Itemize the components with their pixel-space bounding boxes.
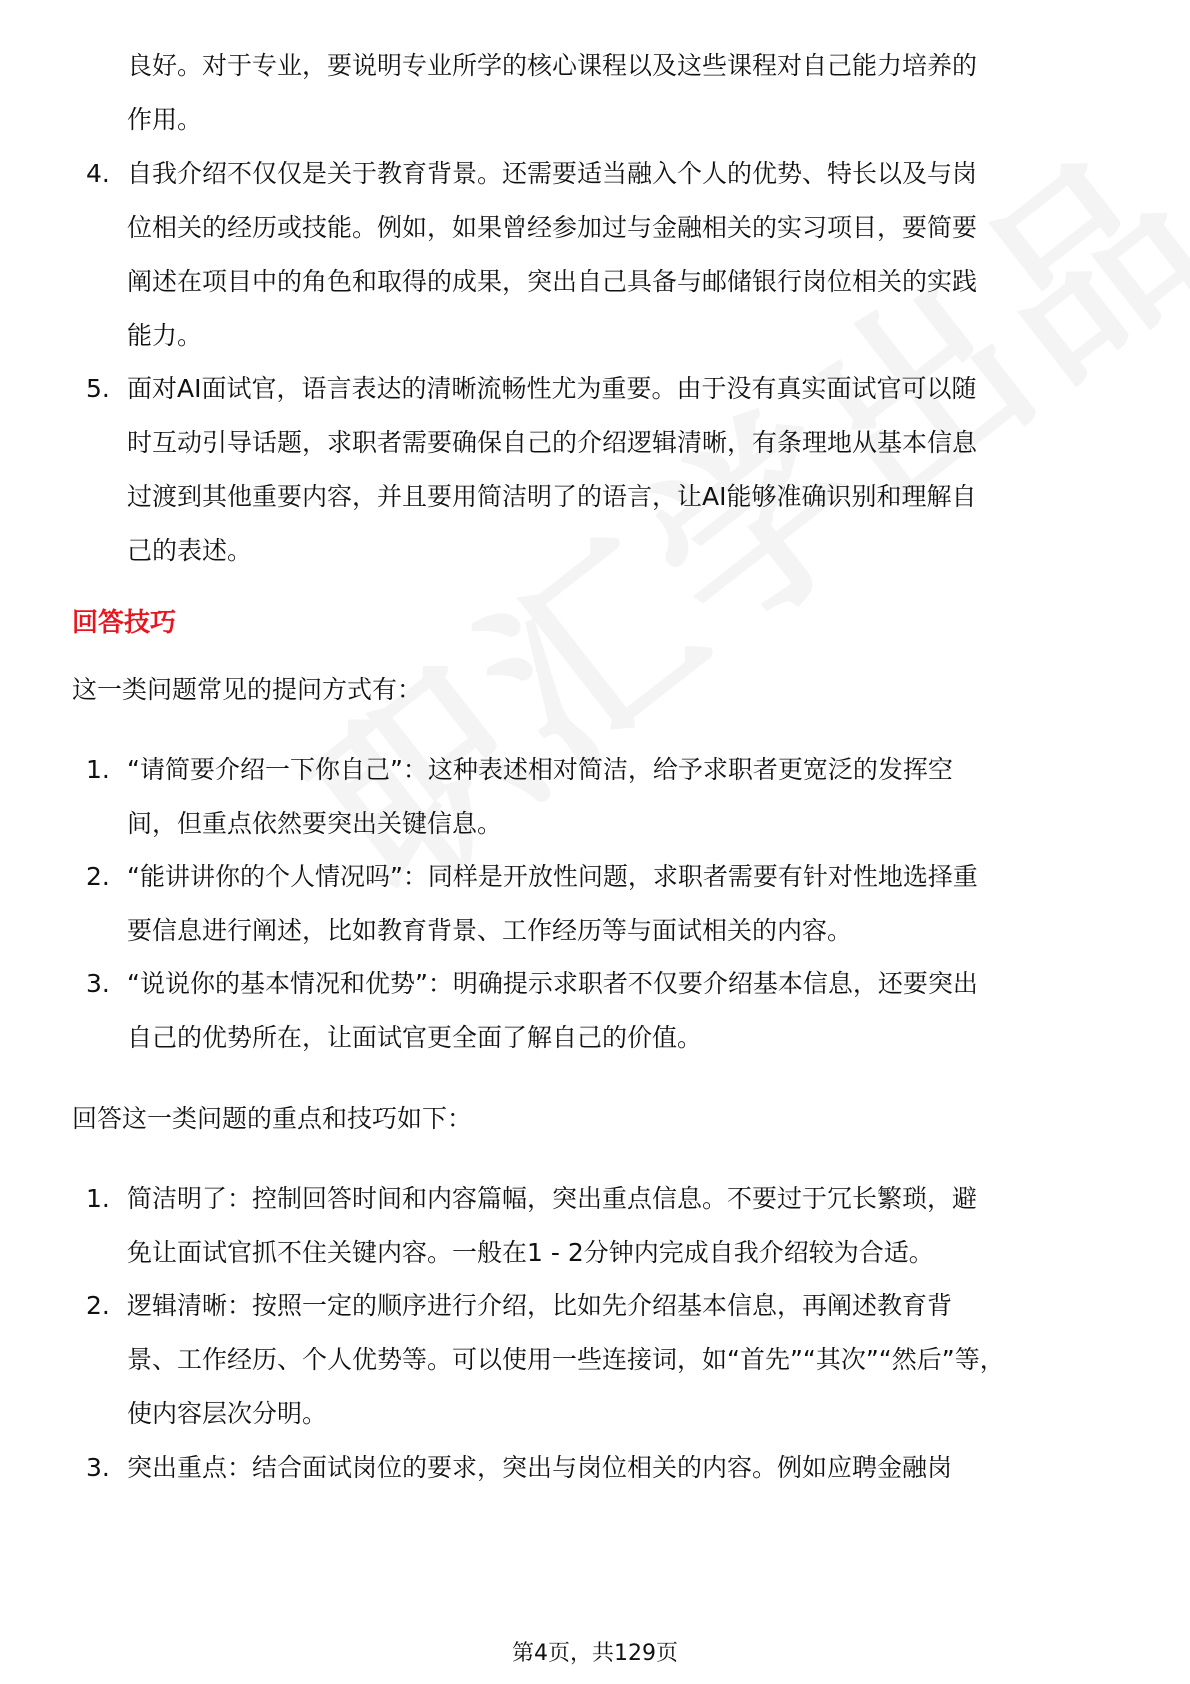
list-line: 突出重点：结合面试岗位的要求，突出与岗位相关的内容。例如应聘金融岗 (127, 1453, 953, 1482)
list-number: 2. (86, 1291, 110, 1320)
list-number: 4. (86, 159, 110, 188)
list-line: 面对AI面试官，语言表达的清晰流畅性尤为重要。由于没有真实面试官可以随 (127, 374, 977, 403)
page-footer: 第4页，共129页 (512, 1641, 678, 1666)
paragraph: 这一类问题常见的提问方式有： (72, 675, 423, 704)
list-line: 使内容层次分明。 (127, 1399, 328, 1428)
list-line: 间，但重点依然要突出关键信息。 (127, 809, 503, 838)
list-line: 能力。 (127, 321, 203, 350)
paragraph: 回答这一类问题的重点和技巧如下： (72, 1104, 473, 1133)
section-heading: 回答技巧 (72, 608, 177, 638)
list-line: 免让面试官抓不住关键内容。一般在1 - 2分钟内完成自我介绍较为合适。 (127, 1238, 934, 1267)
intro-line: 良好。对于专业，要说明专业所学的核心课程以及这些课程对自己能力培养的 (127, 51, 978, 80)
list-number: 5. (86, 374, 110, 403)
list-line: “说说你的基本情况和优势”：明确提示求职者不仅要介绍基本信息，还要突出 (127, 969, 978, 998)
list-number: 1. (86, 755, 110, 784)
list-line: 要信息进行阐述，比如教育背景、工作经历等与面试相关的内容。 (127, 916, 853, 945)
list-line: 时互动引导话题，求职者需要确保自己的介绍逻辑清晰，有条理地从基本信息 (127, 428, 978, 457)
list-line: 过渡到其他重要内容，并且要用简洁明了的语言，让AI能够准确识别和理解自 (127, 482, 977, 511)
list-line: “请简要介绍一下你自己”：这种表述相对简洁，给予求职者更宽泛的发挥空 (127, 755, 953, 784)
list-number: 3. (86, 1453, 110, 1482)
list-line: 简洁明了：控制回答时间和内容篇幅，突出重点信息。不要过于冗长繁琐，避 (127, 1184, 978, 1213)
list-number: 1. (86, 1184, 110, 1213)
list-line: 己的表述。 (127, 536, 253, 565)
list-line: 逻辑清晰：按照一定的顺序进行介绍，比如先介绍基本信息，再阐述教育背 (127, 1291, 953, 1320)
list-line: 位相关的经历或技能。例如，如果曾经参加过与金融相关的实习项目，要简要 (127, 213, 978, 242)
list-number: 2. (86, 862, 110, 891)
list-line: 阐述在项目中的角色和取得的成果，突出自己具备与邮储银行岗位相关的实践 (127, 267, 978, 296)
intro-line: 作用。 (127, 105, 203, 134)
list-line: “能讲讲你的个人情况吗”：同样是开放性问题，求职者需要有针对性地选择重 (127, 862, 978, 891)
list-line: 自己的优势所在，让面试官更全面了解自己的价值。 (127, 1023, 703, 1052)
list-line: 景、工作经历、个人优势等。可以使用一些连接词，如“首先”“其次”“然后”等， (127, 1345, 1005, 1374)
list-line: 自我介绍不仅仅是关于教育背景。还需要适当融入个人的优势、特长以及与岗 (127, 159, 978, 188)
list-number: 3. (86, 969, 110, 998)
